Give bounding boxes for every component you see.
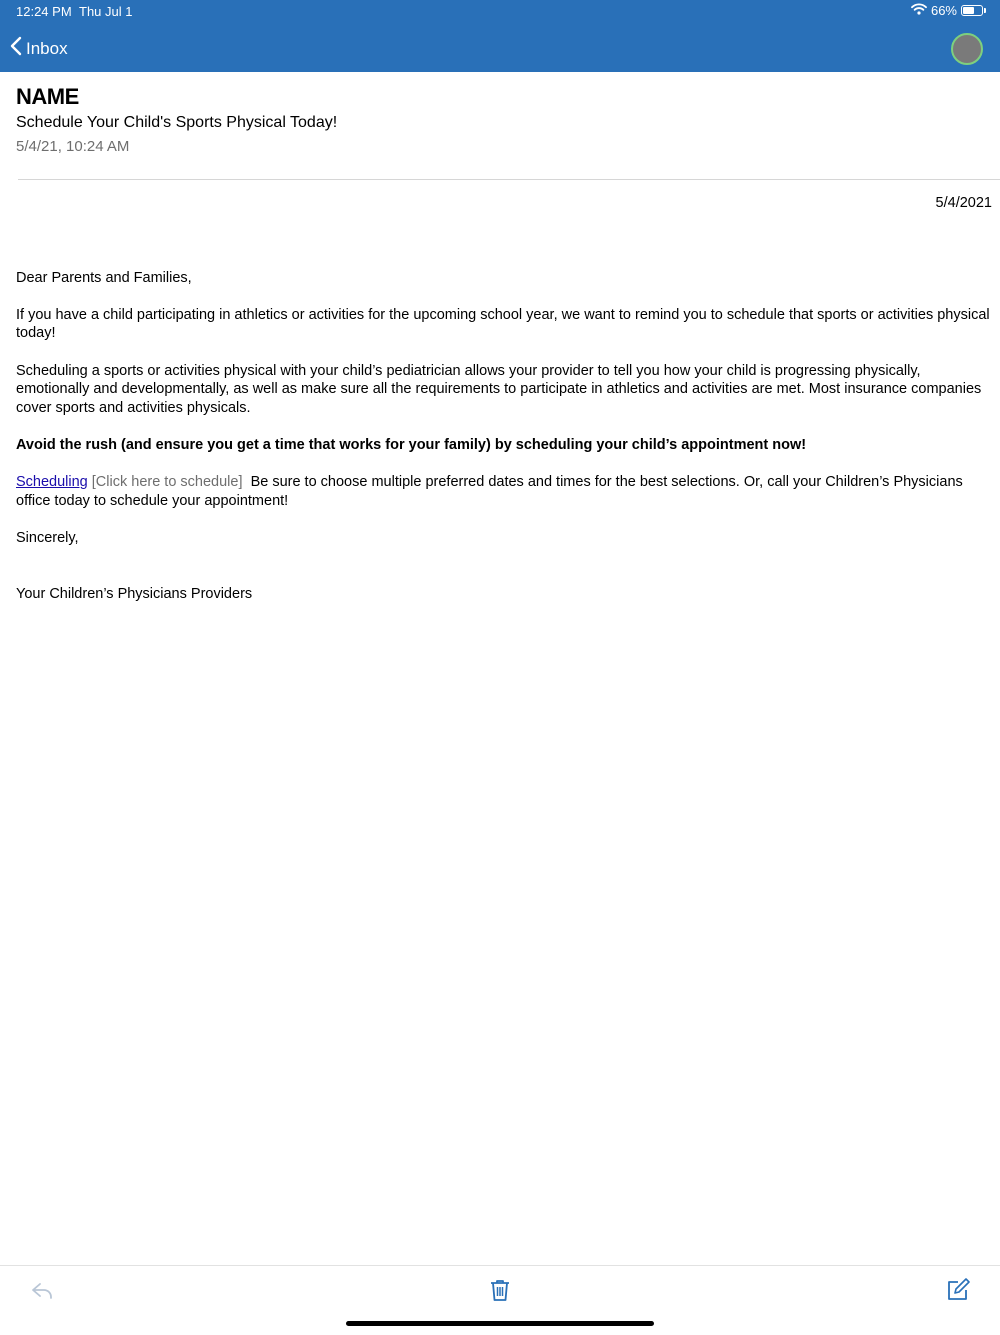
status-indicators [911, 3, 986, 18]
link-placeholder: [Click here to schedule] [91, 474, 243, 491]
reply-icon[interactable] [30, 1278, 54, 1302]
sender-name: NAME [16, 84, 79, 109]
email-body [16, 194, 992, 622]
paragraph-reminder: If you have a child participating in athletics or activities for the upcoming school year, we want to remind you to schedule that sports or activities physical today! [16, 306, 990, 342]
battery-tip [984, 8, 986, 13]
email-datetime: 5/4/21, 10:24 AM [16, 138, 130, 155]
battery-icon [961, 5, 983, 16]
scheduling-link[interactable]: Scheduling [16, 474, 88, 491]
closing: Sincerely, [16, 529, 79, 546]
battery-percent: 66% [930, 3, 957, 18]
header-divider [18, 179, 1000, 180]
paragraph-call-to-action [16, 436, 992, 455]
chevron-left-icon [10, 36, 22, 61]
battery-level [963, 7, 974, 14]
trash-icon[interactable] [488, 1278, 512, 1302]
scheduling-instructions: Be sure to choose multiple preferred dates and times for the best selections. Or, call your Children’s Physicians office today to schedule your appointment! [16, 474, 963, 509]
paragraph-scheduling [16, 473, 992, 510]
top-bar [0, 0, 1000, 72]
back-button[interactable] [10, 36, 68, 61]
signature-spacer [16, 566, 992, 585]
compose-icon[interactable] [946, 1278, 970, 1302]
status-time: 12:24 PM [16, 4, 72, 19]
back-label: Inbox [26, 38, 68, 58]
status-date: Thu Jul 1 [79, 4, 133, 19]
letter-date: 5/4/2021 [935, 195, 992, 211]
email-subject: Schedule Your Child's Sports Physical Today! [16, 114, 338, 131]
signature: Your Children’s Physicians Providers [16, 585, 253, 602]
email-header [16, 84, 986, 157]
account-avatar[interactable] [951, 33, 983, 65]
salutation: Dear Parents and Families, [16, 269, 192, 286]
wifi-icon [911, 3, 927, 18]
bold-call-to-action: Avoid the rush (and ensure you get a time that works for your family) by scheduling your child’s appointment now! [16, 436, 807, 453]
paragraph-benefits: Scheduling a sports or activities physical with your child’s pediatrician allows your provider to tell you how your child is progressing physically, emotionally and developmentally, as well as make sure all the requirements to participate in athletics and activities are met. Most insurance companies cover sports and activities physicals. [16, 362, 982, 416]
home-indicator [346, 1321, 654, 1326]
